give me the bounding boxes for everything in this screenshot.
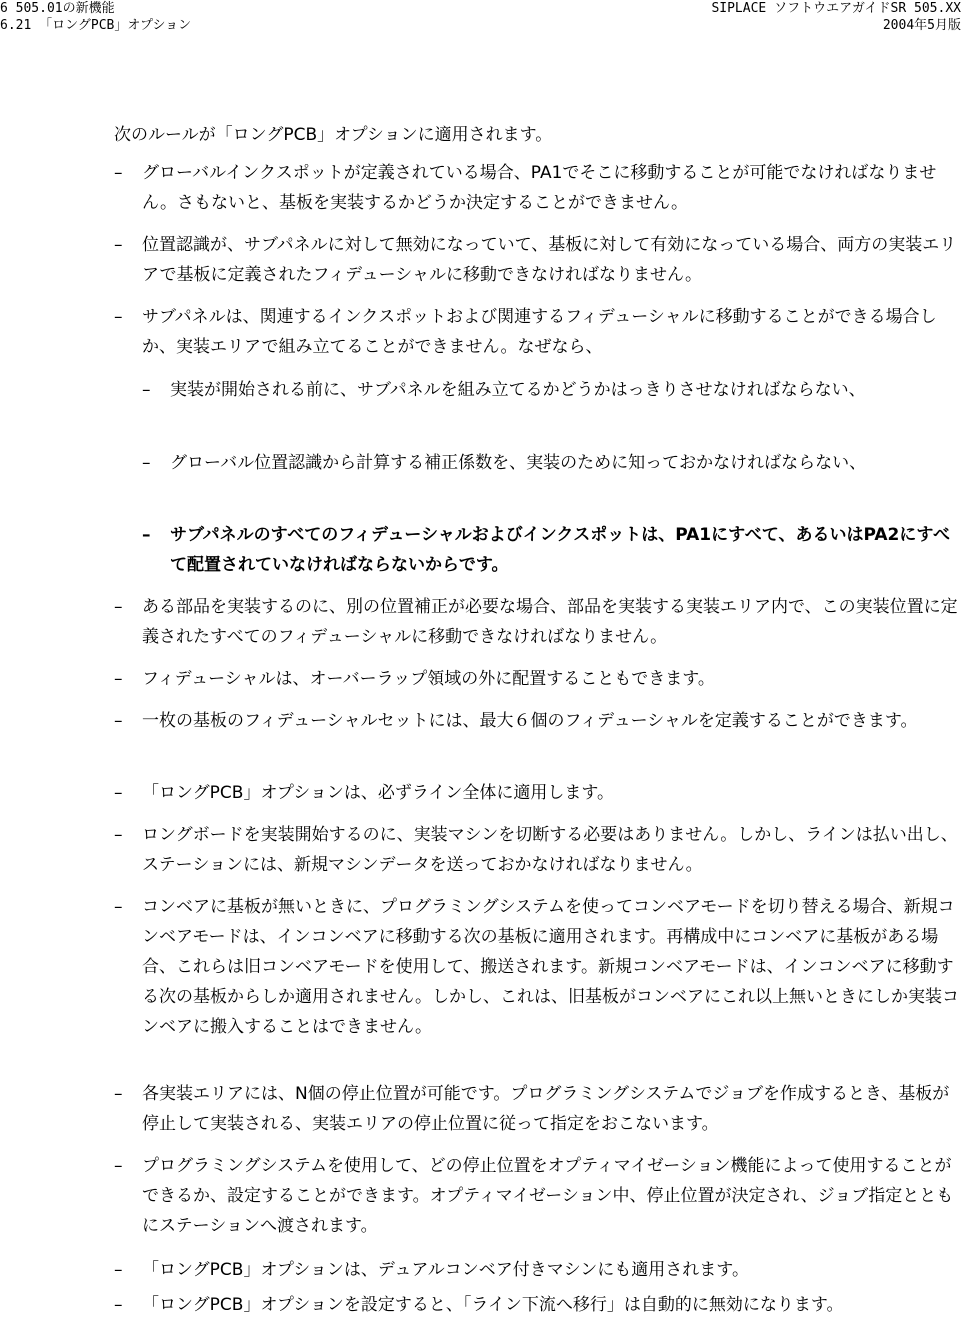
bullet-dash: – bbox=[114, 825, 123, 845]
bullet-dash: – bbox=[114, 669, 123, 689]
list-item-text: グローバル位置認識から計算する補正係数を、実装のために知っておかなければならない、 bbox=[170, 453, 867, 473]
list-item-text: コンベアに基板が無いときに、プログラミングシステムを使ってコンベアモードを切り替える場合、新規コンベアモードは、インコンベアに移動する次の基板に適用されます。再構成中にコンベアに基板がある場合、これらは旧コンベアモードを使用して、搬送されます。新規コンベアモードは、インコンベアに移動する次の基板からしか適用されません。しかし、これは、旧基板がコンベアにこれ以上無いときにしか実装コンベアに搬入することはできません。 bbox=[142, 897, 960, 1037]
list-item bbox=[114, 892, 960, 1042]
bullet-dash: – bbox=[114, 1156, 123, 1176]
list-item-text: サブパネルは、関連するインクスポットおよび関連するフィデューシャルに移動することができる場合しか、実装エリアで組み立てることができません。なぜなら、 bbox=[142, 307, 937, 357]
list-item-text: グローバルインクスポットが定義されている場合、PA1でそこに移動することが可能でなければなりません。さもないと、基板を実装するかどうか決定することができません。 bbox=[142, 163, 937, 213]
list-item-text: 「ロングPCB」オプションを設定すると、「ライン下流へ移行」は自動的に無効になります。 bbox=[142, 1295, 844, 1315]
header-section: 6.21 「ロングPCB」オプション bbox=[0, 18, 192, 33]
header-chapter: 6 505.01の新機能 bbox=[0, 1, 115, 16]
bullet-dash: – bbox=[114, 235, 123, 255]
bullet-dash: – bbox=[114, 711, 123, 731]
list-item bbox=[114, 664, 960, 694]
list-item bbox=[114, 1255, 960, 1285]
bullet-dash: – bbox=[142, 525, 151, 545]
list-item bbox=[114, 230, 960, 290]
header-edition-date: 2004年5月版 bbox=[882, 18, 961, 33]
list-item-text: サブパネルのすべてのフィデューシャルおよびインクスポットは、PA1にすべて、あるいはPA2にすべて配置されていなければならないからです。 bbox=[170, 525, 950, 575]
bullet-dash: – bbox=[142, 453, 151, 473]
bullet-dash: – bbox=[142, 380, 151, 400]
list-item-text: ある部品を実装するのに、別の位置補正が必要な場合、部品を実装する実装エリア内で、この実装位置に定義されたすべてのフィデューシャルに移動できなければなりません。 bbox=[142, 597, 958, 647]
header-document-title: SIPLACE ソフトウエアガイドSR 505.XX bbox=[711, 1, 961, 16]
bullet-dash: – bbox=[114, 783, 123, 803]
list-item-text: プログラミングシステムを使用して、どの停止位置をオプティマイゼーション機能によって使用することができるか、設定することができます。オプティマイゼーション中、停止位置が決定され、ジョブ指定とともにステーションへ渡されます。 bbox=[142, 1156, 954, 1236]
bullet-dash: – bbox=[114, 1295, 123, 1315]
running-header-left bbox=[0, 0, 191, 34]
list-item bbox=[114, 592, 960, 652]
running-header-right bbox=[711, 0, 961, 34]
list-item-text: 一枚の基板のフィデューシャルセットには、最大６個のフィデューシャルを定義することができます。 bbox=[142, 711, 918, 731]
list-item-text: フィデューシャルは、オーバーラップ領域の外に配置することもできます。 bbox=[142, 669, 715, 689]
list-item bbox=[114, 1290, 960, 1320]
bullet-dash: – bbox=[114, 307, 123, 327]
sub-list-item-emphasis bbox=[142, 520, 960, 580]
list-item bbox=[114, 158, 960, 218]
list-item-text: 実装が開始される前に、サブパネルを組み立てるかどうかはっきりさせなければならない、 bbox=[170, 380, 866, 400]
list-item bbox=[114, 820, 960, 880]
bullet-dash: – bbox=[114, 597, 123, 617]
bullet-dash: – bbox=[114, 163, 123, 183]
list-item-text: ロングボードを実装開始するのに、実装マシンを切断する必要はありません。しかし、ラインは払い出し、ステーションには、新規マシンデータを送っておかなければなりません。 bbox=[142, 825, 958, 875]
list-item bbox=[114, 1079, 960, 1139]
sub-list-item bbox=[142, 375, 960, 405]
bullet-dash: – bbox=[114, 897, 123, 917]
list-item-text: 各実装エリアには、N個の停止位置が可能です。プログラミングシステムでジョブを作成するとき、基板が停止して実装される、実装エリアの停止位置に従って指定をおこないます。 bbox=[142, 1084, 950, 1134]
list-item-text: 「ロングPCB」オプションは、必ずライン全体に適用します。 bbox=[142, 783, 615, 803]
list-item-text: 「ロングPCB」オプションは、デュアルコンベア付きマシンにも適用されます。 bbox=[142, 1260, 749, 1280]
bullet-dash: – bbox=[114, 1084, 123, 1104]
list-item bbox=[114, 302, 960, 362]
list-item bbox=[114, 1151, 960, 1241]
bullet-dash: – bbox=[114, 1260, 123, 1280]
list-item bbox=[114, 778, 960, 808]
list-item bbox=[114, 706, 960, 736]
list-item-text: 位置認識が、サブパネルに対して無効になっていて、基板に対して有効になっている場合、両方の実装エリアで基板に定義されたフィデューシャルに移動できなければなりません。 bbox=[142, 235, 957, 285]
sub-list-item bbox=[142, 448, 960, 478]
intro-paragraph: 次のルールが「ロングPCB」オプションに適用されます。 bbox=[114, 125, 553, 145]
